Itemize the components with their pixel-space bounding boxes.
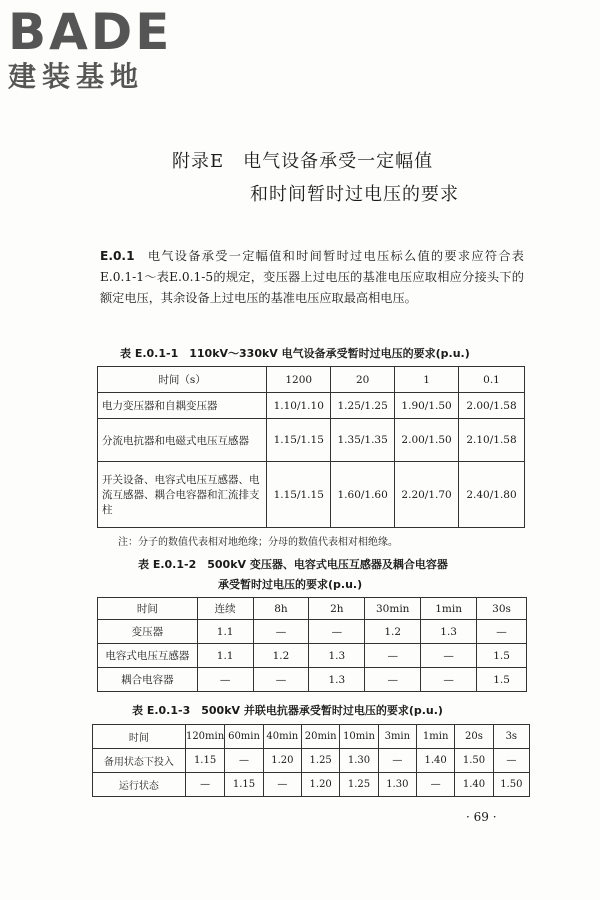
table-cell: 2.00/1.58 bbox=[459, 393, 525, 419]
table-cell: 1.60/1.60 bbox=[331, 462, 395, 528]
table-row bbox=[98, 668, 527, 692]
table-cell: 分流电抗器和电磁式电压互感器 bbox=[98, 419, 267, 462]
table-header-cell: 10min bbox=[340, 725, 378, 749]
table-cell: 1.3 bbox=[421, 620, 477, 644]
table-cell: — bbox=[477, 620, 527, 644]
table-cell: 2.10/1.58 bbox=[459, 419, 525, 462]
table-cell: 1.30 bbox=[340, 749, 378, 773]
table-cell: 1.35/1.35 bbox=[331, 419, 395, 462]
table-cell: 1.2 bbox=[253, 644, 309, 668]
table-header-cell: 3min bbox=[378, 725, 416, 749]
table-header-row bbox=[98, 598, 527, 620]
table-cell: 1.20 bbox=[302, 773, 340, 797]
table-cell: 耦合电容器 bbox=[98, 668, 198, 692]
section-number: E.0.1 bbox=[100, 249, 135, 263]
table-cell: 1.3 bbox=[309, 644, 365, 668]
table-cell: 1.5 bbox=[477, 644, 527, 668]
table-cell: — bbox=[365, 668, 421, 692]
table-cell: — bbox=[309, 620, 365, 644]
table-cell: 2.40/1.80 bbox=[459, 462, 525, 528]
table-cell: — bbox=[493, 749, 529, 773]
table-e011 bbox=[97, 366, 525, 528]
table-row bbox=[98, 419, 525, 462]
table-cell: 1.10/1.10 bbox=[267, 393, 331, 419]
table-cell: 1.25/1.25 bbox=[331, 393, 395, 419]
table-cell: — bbox=[225, 749, 263, 773]
table-header-cell: 1min bbox=[421, 598, 477, 620]
logo-subtitle: 建装基地 bbox=[8, 60, 145, 93]
section-paragraph bbox=[100, 246, 524, 309]
table-cell: 变压器 bbox=[98, 620, 198, 644]
table-cell: 1.50 bbox=[493, 773, 529, 797]
table-cell: 开关设备、电容式电压互感器、电流互感器、耦合电容器和汇流排支柱 bbox=[98, 462, 267, 528]
table-header-cell: 2h bbox=[309, 598, 365, 620]
table-cell: 1.15 bbox=[225, 773, 263, 797]
table-e012 bbox=[97, 597, 527, 692]
table-header-cell: 1min bbox=[416, 725, 454, 749]
table-header-cell: 连续 bbox=[197, 598, 253, 620]
table-row bbox=[98, 620, 527, 644]
table-cell: — bbox=[253, 668, 309, 692]
table-cell: — bbox=[263, 773, 301, 797]
table-row bbox=[93, 773, 530, 797]
table-cell: 1.20 bbox=[263, 749, 301, 773]
table-cell: — bbox=[378, 749, 416, 773]
table-cell: — bbox=[197, 668, 253, 692]
section-text: 电气设备承受一定幅值和时间暂时过电压标么值的要求应符合表E.0.1-1～表E.0.1-5的规定，变压器上过电压的基准电压应取相应分接头下的额定电压，其余设备上过电压的基准电压应取最高相电压。 bbox=[100, 249, 524, 305]
table-cell: 电力变压器和自耦变压器 bbox=[98, 393, 267, 419]
table-header-cell: 30s bbox=[477, 598, 527, 620]
logo bbox=[8, 3, 173, 94]
table-cell: — bbox=[421, 668, 477, 692]
page-title-line1: 附录E 电气设备承受一定幅值 bbox=[172, 151, 434, 172]
table-header-cell: 8h bbox=[253, 598, 309, 620]
table-cell: 运行状态 bbox=[93, 773, 186, 797]
table-cell: — bbox=[365, 644, 421, 668]
table-cell: 电容式电压互感器 bbox=[98, 644, 198, 668]
table-cell: 1.40 bbox=[455, 773, 493, 797]
table-cell: 1.25 bbox=[302, 749, 340, 773]
table-cell: — bbox=[185, 773, 225, 797]
table-header-cell: 20s bbox=[455, 725, 493, 749]
table-header-cell: 时间 bbox=[93, 725, 186, 749]
table-header-cell: 20min bbox=[302, 725, 340, 749]
table1-note: 注：分子的数值代表相对地绝缘；分母的数值代表相对相绝缘。 bbox=[118, 537, 398, 548]
table-header-cell: 60min bbox=[225, 725, 263, 749]
table-cell: 1.40 bbox=[416, 749, 454, 773]
logo-brand: BADE bbox=[8, 3, 173, 61]
table-cell: 1.1 bbox=[197, 644, 253, 668]
table-cell: 1.15/1.15 bbox=[267, 462, 331, 528]
table-header-cell: 120min bbox=[185, 725, 225, 749]
table-cell: 2.20/1.70 bbox=[395, 462, 459, 528]
table2-caption: 表 E.0.1-2 500kV 变压器、电容式电压互感器及耦合电容器 bbox=[138, 558, 448, 571]
table-cell: 1.90/1.50 bbox=[395, 393, 459, 419]
table-header-cell: 40min bbox=[263, 725, 301, 749]
table3-caption: 表 E.0.1-3 500kV 并联电抗器承受暂时过电压的要求(p.u.) bbox=[132, 704, 443, 717]
table-header-cell: 20 bbox=[331, 367, 395, 393]
table-row bbox=[98, 393, 525, 419]
table-row bbox=[98, 462, 525, 528]
table-header-cell: 1200 bbox=[267, 367, 331, 393]
page-number: · 69 · bbox=[466, 810, 497, 824]
table-cell: 1.2 bbox=[365, 620, 421, 644]
table-cell: 1.25 bbox=[340, 773, 378, 797]
table-cell: 1.5 bbox=[477, 668, 527, 692]
table-cell: — bbox=[253, 620, 309, 644]
table-header-cell: 0.1 bbox=[459, 367, 525, 393]
table-cell: — bbox=[416, 773, 454, 797]
table-cell: 2.00/1.50 bbox=[395, 419, 459, 462]
table-row bbox=[93, 749, 530, 773]
table-header-cell: 1 bbox=[395, 367, 459, 393]
table2-caption-line2: 承受暂时过电压的要求(p.u.) bbox=[218, 578, 363, 591]
table-header-cell: 时间 bbox=[98, 598, 198, 620]
table-header-row bbox=[98, 367, 525, 393]
table-cell: 1.15/1.15 bbox=[267, 419, 331, 462]
table-header-cell: 30min bbox=[365, 598, 421, 620]
table-cell: 1.50 bbox=[455, 749, 493, 773]
table-header-row bbox=[93, 725, 530, 749]
table-row bbox=[98, 644, 527, 668]
table-cell: 1.15 bbox=[185, 749, 225, 773]
table-cell: 1.30 bbox=[378, 773, 416, 797]
page-title-line2: 和时间暂时过电压的要求 bbox=[250, 184, 459, 205]
table-cell: 1.1 bbox=[197, 620, 253, 644]
table-e013 bbox=[92, 724, 530, 797]
table-header-cell: 时间（s） bbox=[98, 367, 267, 393]
table-cell: 1.3 bbox=[309, 668, 365, 692]
table1-caption: 表 E.0.1-1 110kV～330kV 电气设备承受暂时过电压的要求(p.u.) bbox=[120, 347, 470, 360]
table-header-cell: 3s bbox=[493, 725, 529, 749]
table-cell: 备用状态下投入 bbox=[93, 749, 186, 773]
table-cell: — bbox=[421, 644, 477, 668]
